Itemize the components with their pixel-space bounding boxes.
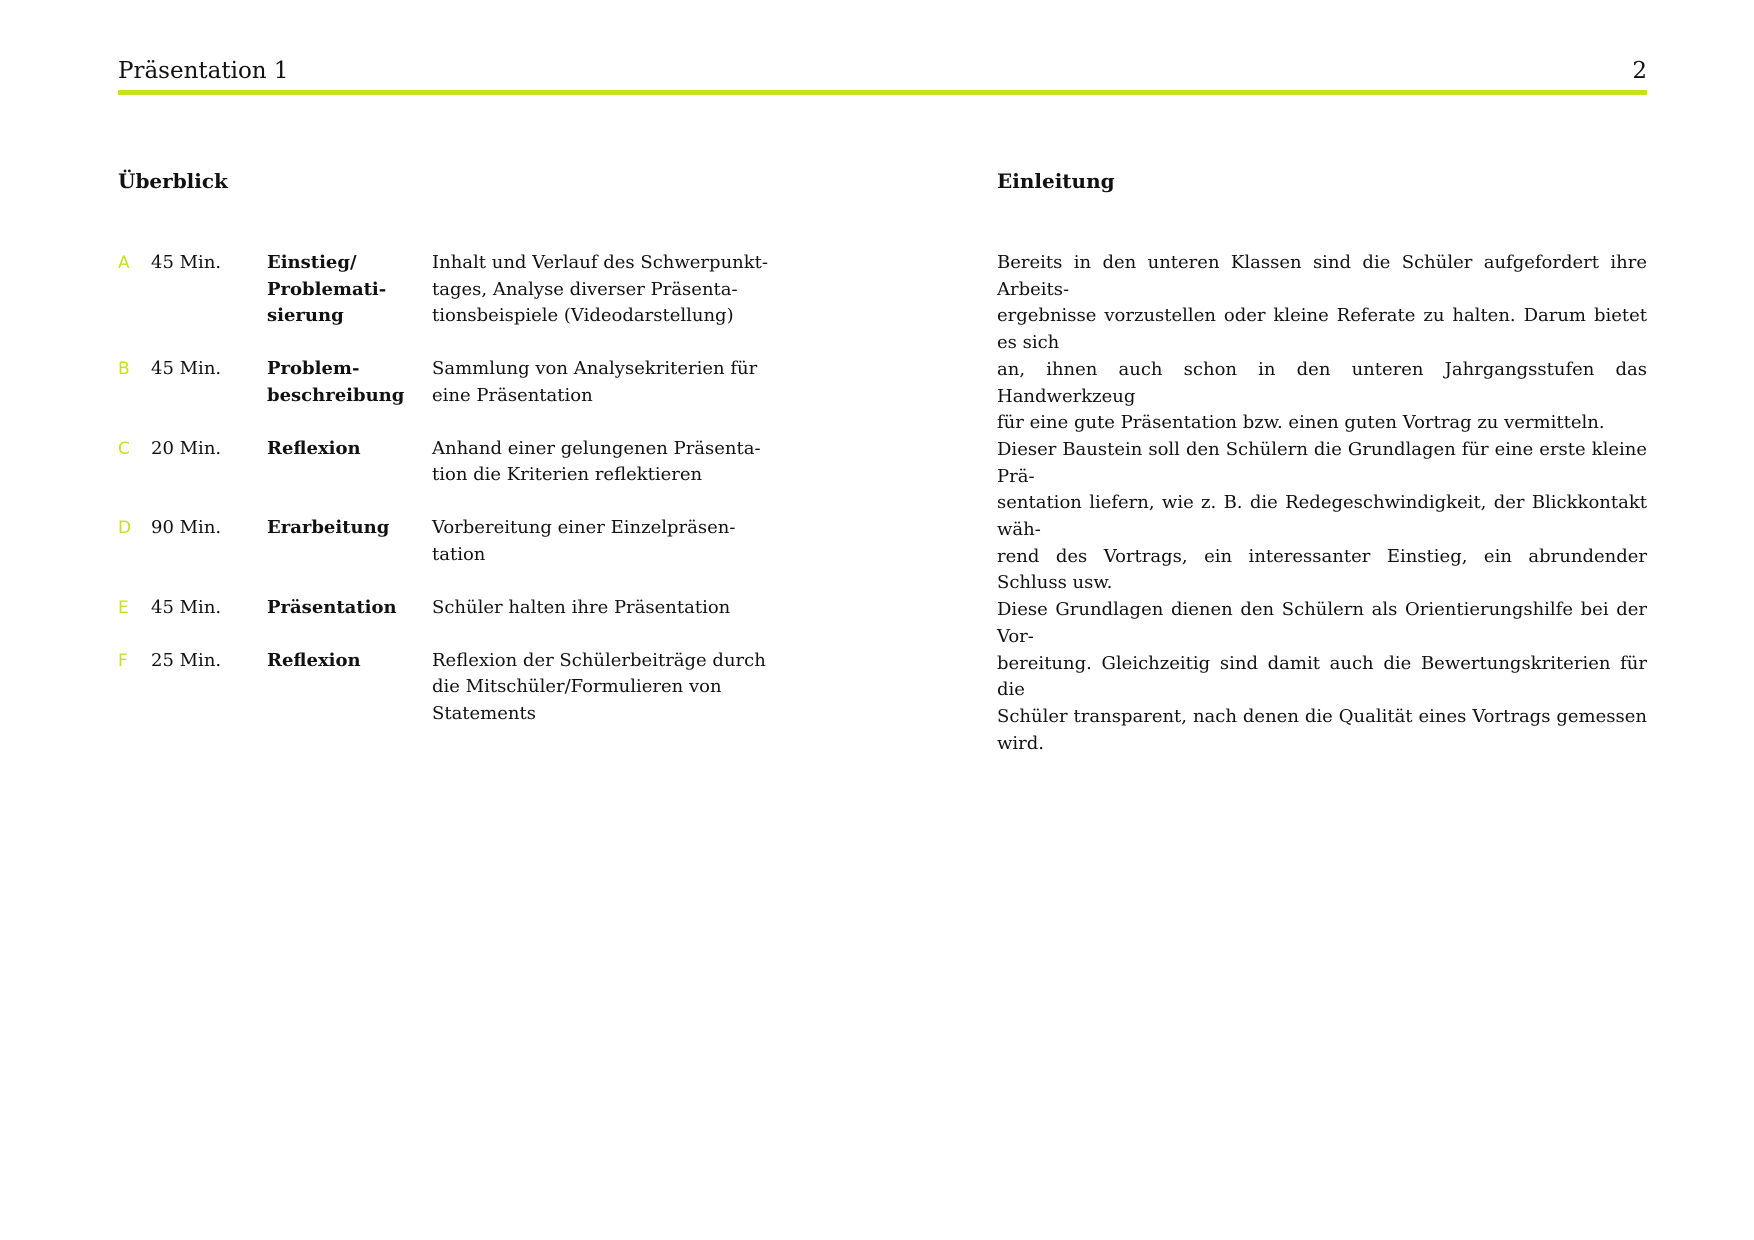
- row-description: Vorbereitung einer Einzelpräsen- tation: [432, 517, 736, 565]
- row-duration: 90 Min.: [151, 517, 222, 538]
- overview-section: [118, 164, 818, 754]
- row-description: Anhand einer gelungenen Präsenta- tion die Kriterien reflektieren: [432, 437, 761, 485]
- schedule-row: [118, 356, 818, 409]
- row-letter: E: [118, 597, 129, 618]
- introduction-heading: Einleitung: [997, 169, 1115, 193]
- row-letter: D: [118, 518, 132, 538]
- row-phase: Präsentation: [267, 596, 397, 618]
- header-accent-rule: [118, 90, 1647, 95]
- row-duration: 20 Min.: [151, 437, 222, 459]
- schedule-row: [118, 595, 818, 622]
- schedule-row: [118, 436, 818, 489]
- row-duration: 45 Min.: [151, 252, 222, 273]
- page-number: 2: [1632, 58, 1647, 84]
- overview-heading: Überblick: [118, 169, 228, 193]
- introduction-section: [997, 164, 1647, 757]
- row-description: Reflexion der Schülerbeiträge durch die Mitschüler/Formulieren von Statements: [432, 649, 766, 724]
- row-description: Sammlung von Analysekriterien für eine Präsentation: [432, 358, 758, 406]
- row-letter: F: [118, 650, 128, 671]
- row-letter: A: [118, 253, 130, 273]
- row-description: Inhalt und Verlauf des Schwerpunkt- tages, Analyse diverser Präsenta- tionsbeispiele (Videodarstellung): [432, 252, 768, 326]
- row-duration: 45 Min.: [151, 358, 222, 379]
- row-phase: Erarbeitung: [267, 517, 390, 538]
- row-duration: 45 Min.: [151, 596, 222, 618]
- schedule-row: [118, 250, 818, 330]
- row-description: Schüler halten ihre Präsentation: [432, 596, 731, 618]
- row-phase: Einstieg/ Problemati- sierung: [267, 252, 387, 326]
- row-phase: Problem- beschreibung: [267, 358, 405, 406]
- row-letter: B: [118, 359, 130, 379]
- row-duration: 25 Min.: [151, 649, 222, 671]
- row-phase: Reflexion: [267, 437, 361, 459]
- row-letter: C: [118, 438, 130, 459]
- schedule-row: [118, 648, 818, 728]
- page-header-title: Präsentation 1: [118, 58, 289, 84]
- schedule-table: [118, 250, 818, 727]
- schedule-row: [118, 515, 818, 568]
- introduction-text: Bereits in den unteren Klassen sind die Schüler aufgefordert ihre Arbeits- ergebnisse vorzustellen oder kleine Referate zu halten. Darum bietet es sich an, ihnen auch schon in den unteren Jahrgangsstufen das Handwerkzeug für eine gute Präsentation bzw. einen guten Vortrag zu vermitteln. Dieser Baustein soll den Schülern die Grundlagen für eine erste kleine Prä- sentation liefern, wie z. B. die Redegeschwindigkeit, der Blickkontakt wäh- rend des Vortrags, ein interessanter Einstieg, ein abrundender Schluss usw. Diese Grundlagen dienen den Schülern als Orientierungshilfe bei der Vor- bereitung. Gleichzeitig sind damit auch die Bewertungskriterien für die Schüler transparent, nach denen die Qualität eines Vortrags gemessen wird.: [997, 252, 1647, 754]
- row-phase: Reflexion: [267, 649, 361, 671]
